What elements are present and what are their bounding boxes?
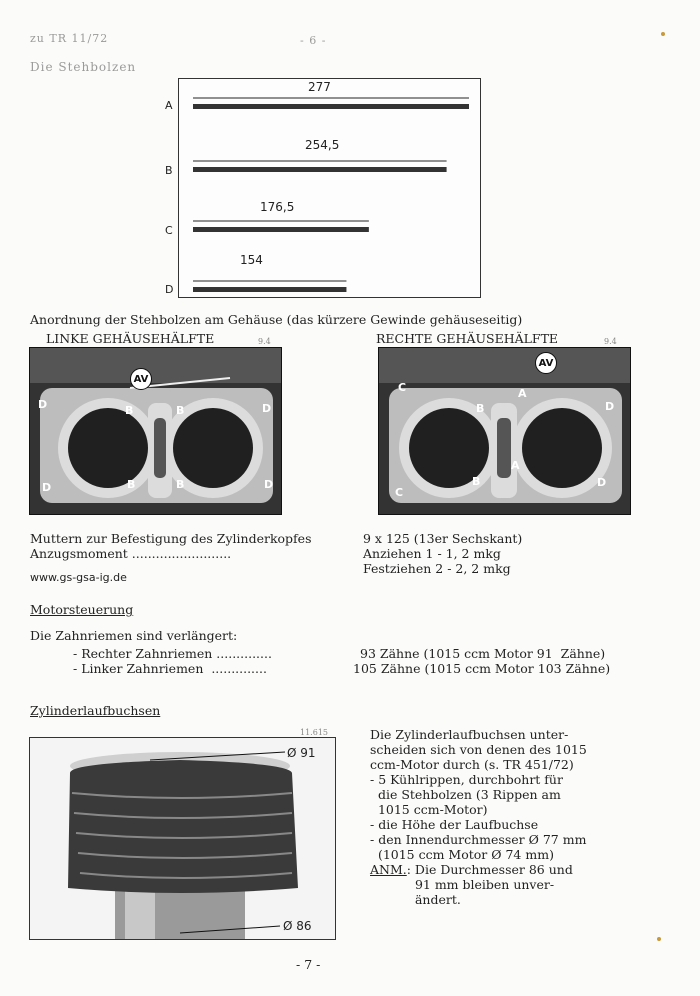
stud-bolts-figure — [178, 78, 481, 298]
note-line: ändert. — [407, 892, 461, 907]
right-photo-number: 9.4 — [604, 337, 617, 346]
stud-bar-d — [193, 287, 346, 292]
torque-label: Anzugsmoment ......................... — [30, 546, 232, 561]
stud-bar-b — [193, 167, 447, 172]
cylinder-liner-photo — [29, 737, 336, 940]
left-photo-number: 9.4 — [258, 337, 271, 346]
stud-section-title: Die Stehbolzen — [30, 60, 137, 74]
left-av-marker: AV — [130, 368, 152, 390]
left-label-b-top-2: B — [176, 404, 185, 417]
stud-length-c: 176,5 — [260, 200, 295, 214]
left-label-d-bottom-left: D — [42, 481, 52, 494]
motorsteuerung-title: Motorsteuerung — [30, 602, 134, 617]
right-av-marker: AV — [535, 352, 557, 374]
stud-length-b: 254,5 — [305, 138, 340, 152]
description-line: die Stehbolzen (3 Rippen am — [370, 787, 561, 802]
note-line: 91 mm bleiben unver- — [407, 877, 555, 892]
left-label-d-top-right: D — [262, 402, 272, 415]
stud-letter-b: B — [165, 164, 173, 177]
right-label-b-bottom: B — [472, 475, 481, 488]
stud-letter-c: C — [165, 224, 173, 237]
cylinder-description — [370, 727, 587, 907]
arrangement-caption: Anordnung der Stehbolzen am Gehäuse (das kürzere Gewinde gehäuseseitig) — [30, 312, 523, 327]
page-number-top: - 6 - — [300, 34, 327, 47]
left-label-b-top-1: B — [125, 404, 134, 417]
scan-spot — [661, 32, 665, 36]
right-label-c-bottom: C — [395, 486, 404, 499]
scan-spot — [657, 937, 661, 941]
cylinder-photo-number: 11.615 — [300, 728, 328, 737]
stud-bolts-drawing — [179, 79, 482, 299]
left-belt-value: 105 Zähne (1015 ccm Motor 103 Zähne) — [353, 661, 611, 676]
document-reference: zu TR 11/72 — [30, 32, 109, 45]
description-line: ccm-Motor durch (s. TR 451/72) — [370, 757, 574, 772]
right-label-a-top: A — [518, 387, 527, 400]
right-label-d-bottom: D — [597, 476, 607, 489]
left-label-b-bottom-2: B — [176, 478, 185, 491]
cylinder-liner-drawing — [30, 738, 336, 940]
cylinder-section-title: Zylinderlaufbuchsen — [30, 703, 161, 718]
left-half-title: LINKE GEHÄUSEHÄLFTE — [46, 331, 215, 346]
belts-intro: Die Zahnriemen sind verlängert: — [30, 628, 238, 643]
description-line: 1015 ccm-Motor) — [370, 802, 488, 817]
right-label-d-top: D — [605, 400, 615, 413]
torque-initial: Anziehen 1 - 1, 2 mkg — [363, 546, 501, 561]
description-line: Die Zylinderlaufbuchsen unter- — [370, 727, 569, 742]
left-crankcase-drawing — [30, 348, 282, 515]
description-line: scheiden sich von denen des 1015 — [370, 742, 587, 757]
page-number-bottom: - 7 - — [296, 957, 321, 972]
diameter-91-label: Ø 91 — [287, 746, 316, 760]
right-crankcase-drawing — [379, 348, 631, 515]
left-label-b-bottom-1: B — [127, 478, 136, 491]
right-belt-value: 93 Zähne (1015 ccm Motor 91 Zähne) — [360, 646, 606, 661]
right-half-title: RECHTE GEHÄUSEHÄLFTE — [376, 331, 559, 346]
stud-length-d: 154 — [240, 253, 263, 267]
nuts-size: 9 x 125 (13er Sechskant) — [363, 531, 523, 546]
left-label-d-bottom-right: D — [264, 478, 274, 491]
description-line: - den Innendurchmesser Ø 77 mm — [370, 832, 587, 847]
right-belt-label: - Rechter Zahnriemen .............. — [73, 646, 272, 661]
nuts-label: Muttern zur Befestigung des Zylinderkopfes — [30, 531, 312, 546]
right-label-c-top: C — [398, 381, 407, 394]
left-belt-label: - Linker Zahnriemen .............. — [73, 661, 267, 676]
stud-length-a: 277 — [308, 80, 331, 94]
right-label-a-bottom: A — [511, 459, 520, 472]
diameter-86-label: Ø 86 — [283, 919, 312, 933]
stud-letter-d: D — [165, 283, 174, 296]
left-crankcase-photo — [29, 347, 282, 515]
stud-letter-a: A — [165, 99, 173, 112]
right-label-b-top: B — [476, 402, 485, 415]
description-line: - die Höhe der Laufbuchse — [370, 817, 539, 832]
stud-bar-a — [193, 104, 469, 109]
left-label-d-top-left: D — [38, 398, 48, 411]
note-label: ANM. — [370, 862, 407, 877]
right-crankcase-photo — [378, 347, 631, 515]
note-line: : Die Durchmesser 86 und — [406, 862, 573, 877]
stud-bar-c — [193, 227, 369, 232]
website-watermark: www.gs-gsa-ig.de — [30, 571, 127, 584]
description-line: (1015 ccm Motor Ø 74 mm) — [370, 847, 554, 862]
description-line: - 5 Kühlrippen, durchbohrt für — [370, 772, 563, 787]
torque-final: Festziehen 2 - 2, 2 mkg — [363, 561, 511, 576]
